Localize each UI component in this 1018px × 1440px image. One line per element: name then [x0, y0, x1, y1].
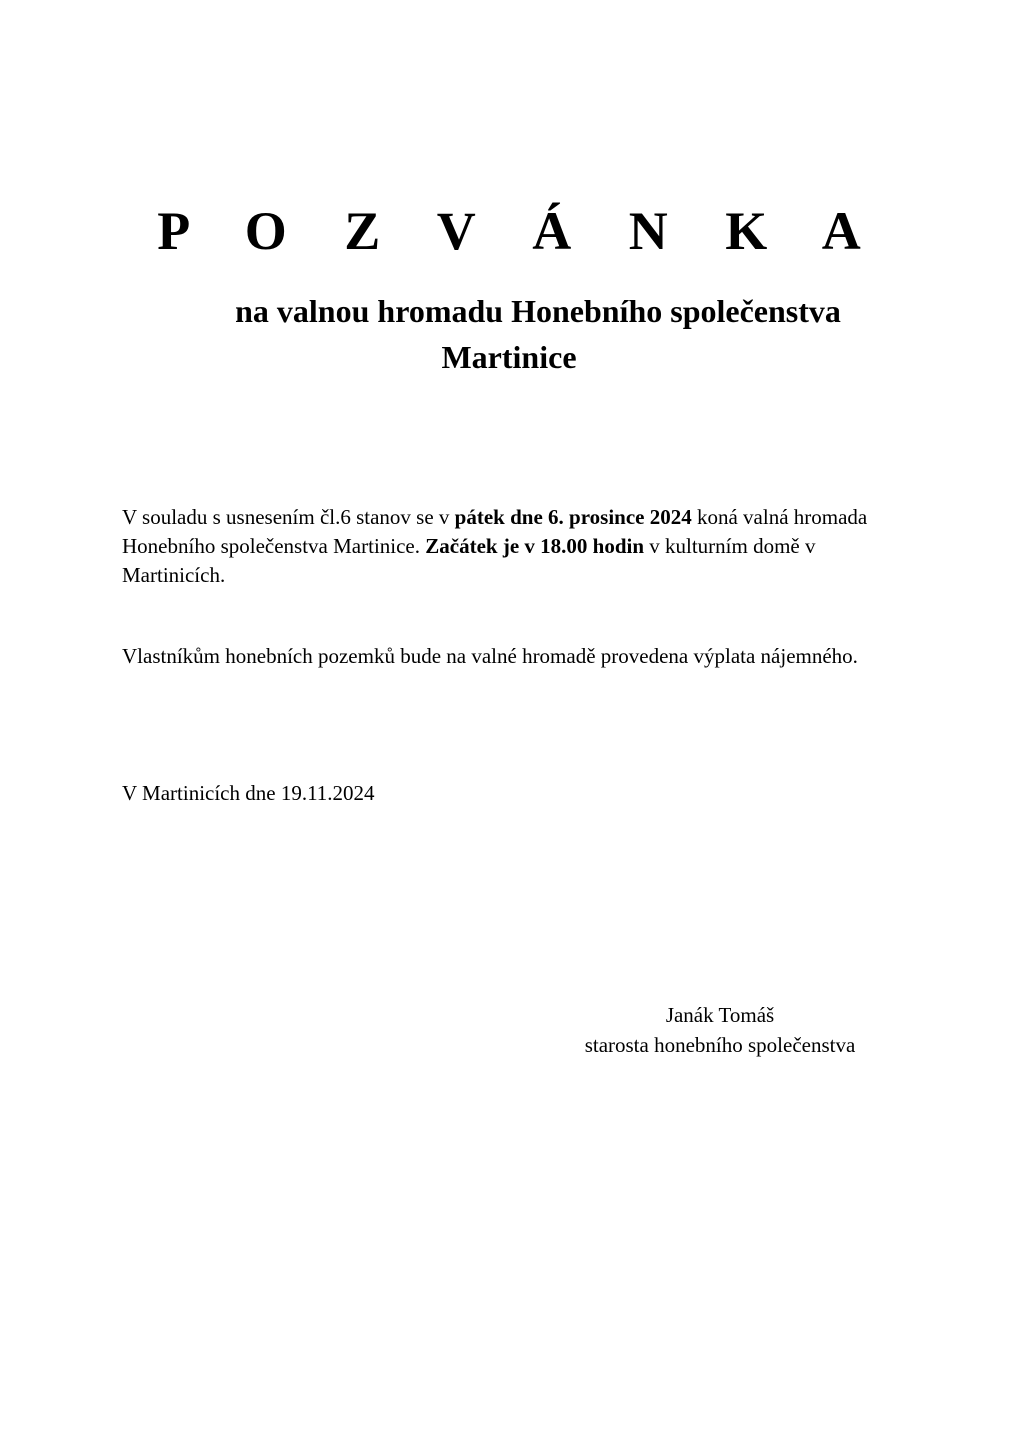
meeting-start-time: Začátek je v 18.00 hodin	[425, 534, 645, 558]
announcement-text-b: koná valná hromada Honebního společenstva Martinice.	[122, 505, 868, 558]
place-and-date: V Martinicích dne 19.11.2024	[122, 781, 375, 805]
meeting-date: pátek dne 6. prosince 2024	[454, 505, 692, 529]
announcement-text-c: v kulturním domě v Martinicích.	[122, 534, 816, 587]
announcement-text-a: V souladu s usnesením čl.6 stanov se v	[122, 505, 455, 529]
signatory-name: Janák Tomáš	[665, 1003, 775, 1027]
signature-block	[540, 1000, 900, 1060]
subtitle-line-2: Martinice	[441, 339, 577, 375]
signatory-role: starosta honebního společenstva	[584, 1033, 856, 1057]
document-subtitle	[0, 288, 1018, 380]
subtitle-line-1: na valnou hromadu Honebního společenstva	[235, 293, 841, 329]
meeting-announcement-paragraph	[122, 503, 912, 590]
document-title: P O Z V Á N K A	[157, 201, 883, 261]
payment-notice-paragraph: Vlastníkům honebních pozemků bude na valné hromadě provedena výplata nájemného.	[122, 644, 858, 668]
